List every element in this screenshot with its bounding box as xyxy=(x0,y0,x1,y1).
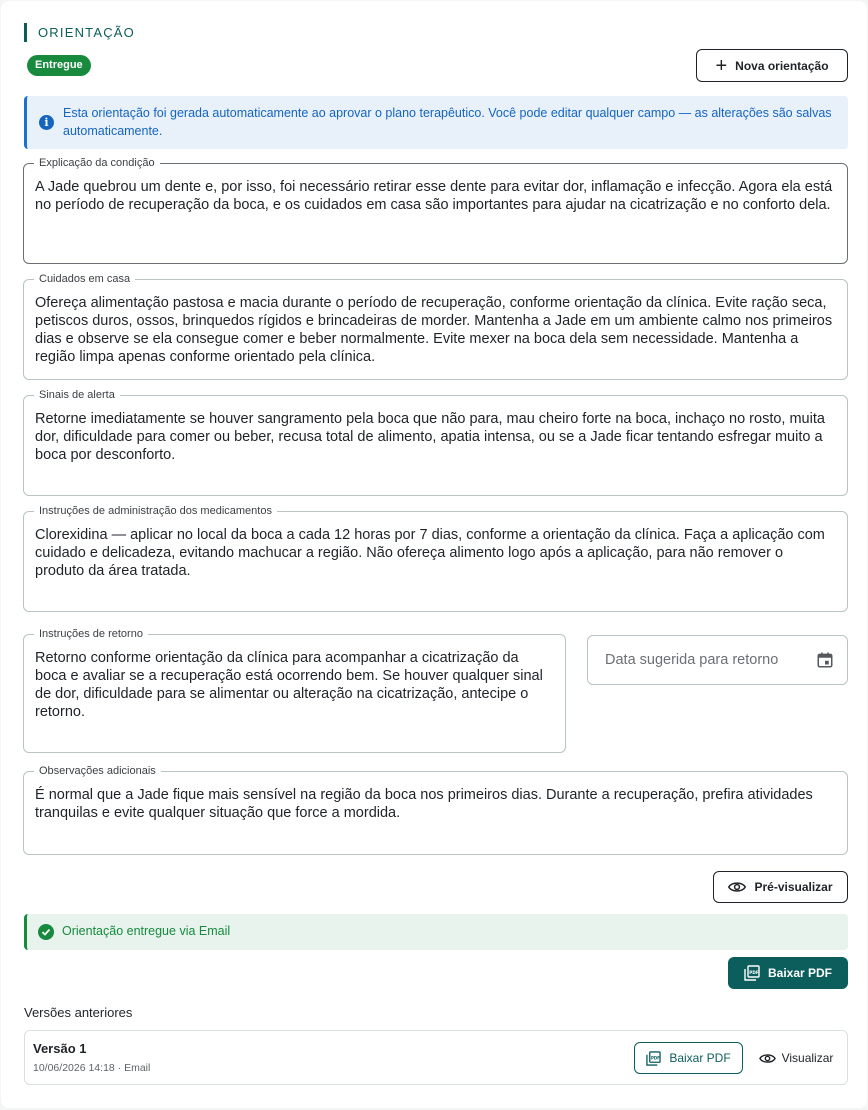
svg-text:PDF: PDF xyxy=(749,969,759,975)
info-icon: i xyxy=(39,115,54,130)
warning-signs-label: Sinais de alerta xyxy=(34,388,120,402)
notes-field[interactable] xyxy=(23,765,848,855)
version-view-button[interactable] xyxy=(752,1042,840,1074)
medication-field[interactable] xyxy=(23,505,848,612)
svg-text:PDF: PDF xyxy=(651,1054,661,1060)
download-pdf-label: Baixar PDF xyxy=(767,966,833,980)
info-banner-text: Esta orientação foi gerada automaticamente ao aprovar o plano terapêutico. Você pode editar qualquer campo — as alterações são salvas automaticamente. xyxy=(63,106,832,138)
orientation-card xyxy=(1,1,867,1108)
condition-field[interactable] xyxy=(23,157,848,264)
version-meta: 10/06/2026 14:18 · Email xyxy=(33,1062,151,1074)
eye-icon xyxy=(728,881,746,893)
notes-label: Observações adicionais xyxy=(34,764,161,778)
pdf-icon xyxy=(744,965,760,981)
info-banner xyxy=(24,96,848,149)
check-circle-icon xyxy=(38,924,54,940)
plus-icon: + xyxy=(715,54,728,77)
new-orientation-button[interactable] xyxy=(696,49,848,82)
version-name: Versão 1 xyxy=(33,1041,87,1056)
previous-versions-title: Versões anteriores xyxy=(24,1005,133,1020)
version-row xyxy=(24,1030,848,1085)
preview-button[interactable] xyxy=(713,871,848,903)
new-orientation-label: Nova orientação xyxy=(735,58,829,73)
return-instructions-text[interactable]: Retorno conforme orientação da clínica para acompanhar a cicatrização da boca e avaliar se a recuperação está ocorrendo bem. Se houver qualquer sinal de dor, dificuldade para se alimentar ou alteração na cicatrização, antecipe o retorno. xyxy=(35,650,543,720)
condition-text[interactable]: A Jade quebrou um dente e, por isso, foi necessário retirar esse dente para evitar dor, inflamação e infecção. Agora ela está no período de recuperação da boca, e os cuidados em casa são importantes para ajudar na cicatrização e no conforto dela. xyxy=(35,179,833,213)
medication-label: Instruções de administração dos medicamentos xyxy=(34,504,277,518)
return-instructions-label: Instruções de retorno xyxy=(34,627,148,641)
condition-label: Explicação da condição xyxy=(34,156,160,170)
return-date-field[interactable] xyxy=(587,635,848,685)
download-pdf-button[interactable] xyxy=(728,957,848,989)
section-title: ORIENTAÇÃO xyxy=(24,23,135,42)
eye-icon xyxy=(759,1053,776,1064)
preview-label: Pré-visualizar xyxy=(754,880,833,894)
version-download-pdf-label: Baixar PDF xyxy=(669,1051,731,1065)
home-care-label: Cuidados em casa xyxy=(34,272,135,286)
notes-text[interactable]: É normal que a Jade fique mais sensível na região da boca nos primeiros dias. Durante a recuperação, prefira atividades tranquilas e evite qualquer situação que force a mordida. xyxy=(35,787,813,821)
delivery-banner xyxy=(24,914,848,950)
calendar-icon[interactable] xyxy=(816,651,834,669)
return-date-placeholder: Data sugerida para retorno xyxy=(605,652,779,668)
pdf-icon xyxy=(646,1051,661,1066)
version-view-label: Visualizar xyxy=(781,1051,834,1065)
warning-signs-text[interactable]: Retorne imediatamente se houver sangramento pela boca que não para, mau cheiro forte na boca, inchaço no rosto, muita dor, dificuldade para comer ou beber, recusa total de alimento, apatia intensa, ou se a Jade ficar tentando esfregar muito a boca por desconforto. xyxy=(35,411,825,463)
delivery-text: Orientação entregue via Email xyxy=(62,924,231,938)
status-badge: Entregue xyxy=(27,55,91,76)
home-care-text[interactable]: Ofereça alimentação pastosa e macia durante o período de recuperação, conforme orientação da clínica. Evite ração seca, petiscos duros, ossos, brinquedos rígidos e brincadeiras de morder. Mantenha a Jade em um ambiente calmo nos primeiros dias e observe se ela consegue comer e beber normalmente. Evite mexer na boca dela sem necessidade. Mantenha a região limpa apenas conforme orientado pela clínica. xyxy=(35,295,833,365)
medication-text[interactable]: Clorexidina — aplicar no local da boca a cada 12 horas por 7 dias, conforme a orientação da clínica. Faça a aplicação com cuidado e delicadeza, evitando machucar a região. Não ofereça alimento logo após a aplicação, para não remover o produto da área tratada. xyxy=(35,527,825,579)
return-instructions-field[interactable] xyxy=(23,628,566,753)
home-care-field[interactable] xyxy=(23,273,848,380)
version-download-pdf-button[interactable] xyxy=(634,1042,743,1074)
warning-signs-field[interactable] xyxy=(23,389,848,496)
